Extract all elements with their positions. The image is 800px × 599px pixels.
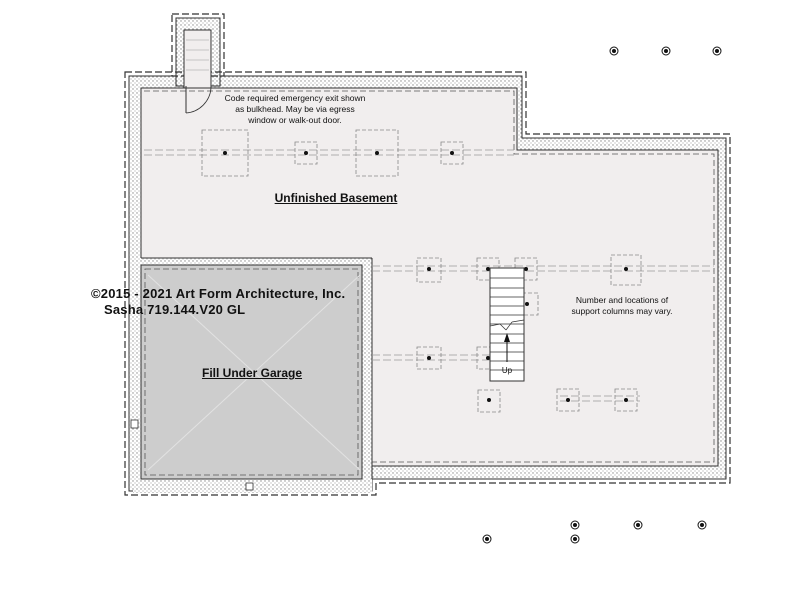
basement-stairs[interactable]	[490, 268, 524, 381]
egress-note	[205, 93, 385, 126]
bulkhead-stair	[184, 30, 211, 88]
stair-up-label: Up	[501, 366, 513, 375]
copyright-notice	[91, 286, 345, 318]
fill-under-garage-label: Fill Under Garage	[201, 366, 303, 380]
copyright-line-1: ©2015 - 2021 Art Form Architecture, Inc.	[91, 286, 346, 301]
egress-note-line-2: as bulkhead. May be via egress	[235, 104, 355, 114]
columns-note-line-2: support columns may vary.	[571, 306, 673, 316]
egress-note-line-3: window or walk-out door.	[248, 115, 342, 125]
columns-note-line-1: Number and locations of	[575, 295, 669, 305]
copyright-line-2: Sasha 719.144.V20 GL	[104, 302, 246, 317]
unfinished-basement-label: Unfinished Basement	[274, 191, 398, 205]
columns-note	[552, 295, 692, 317]
egress-note-line-1: Code required emergency exit shown	[224, 93, 366, 103]
